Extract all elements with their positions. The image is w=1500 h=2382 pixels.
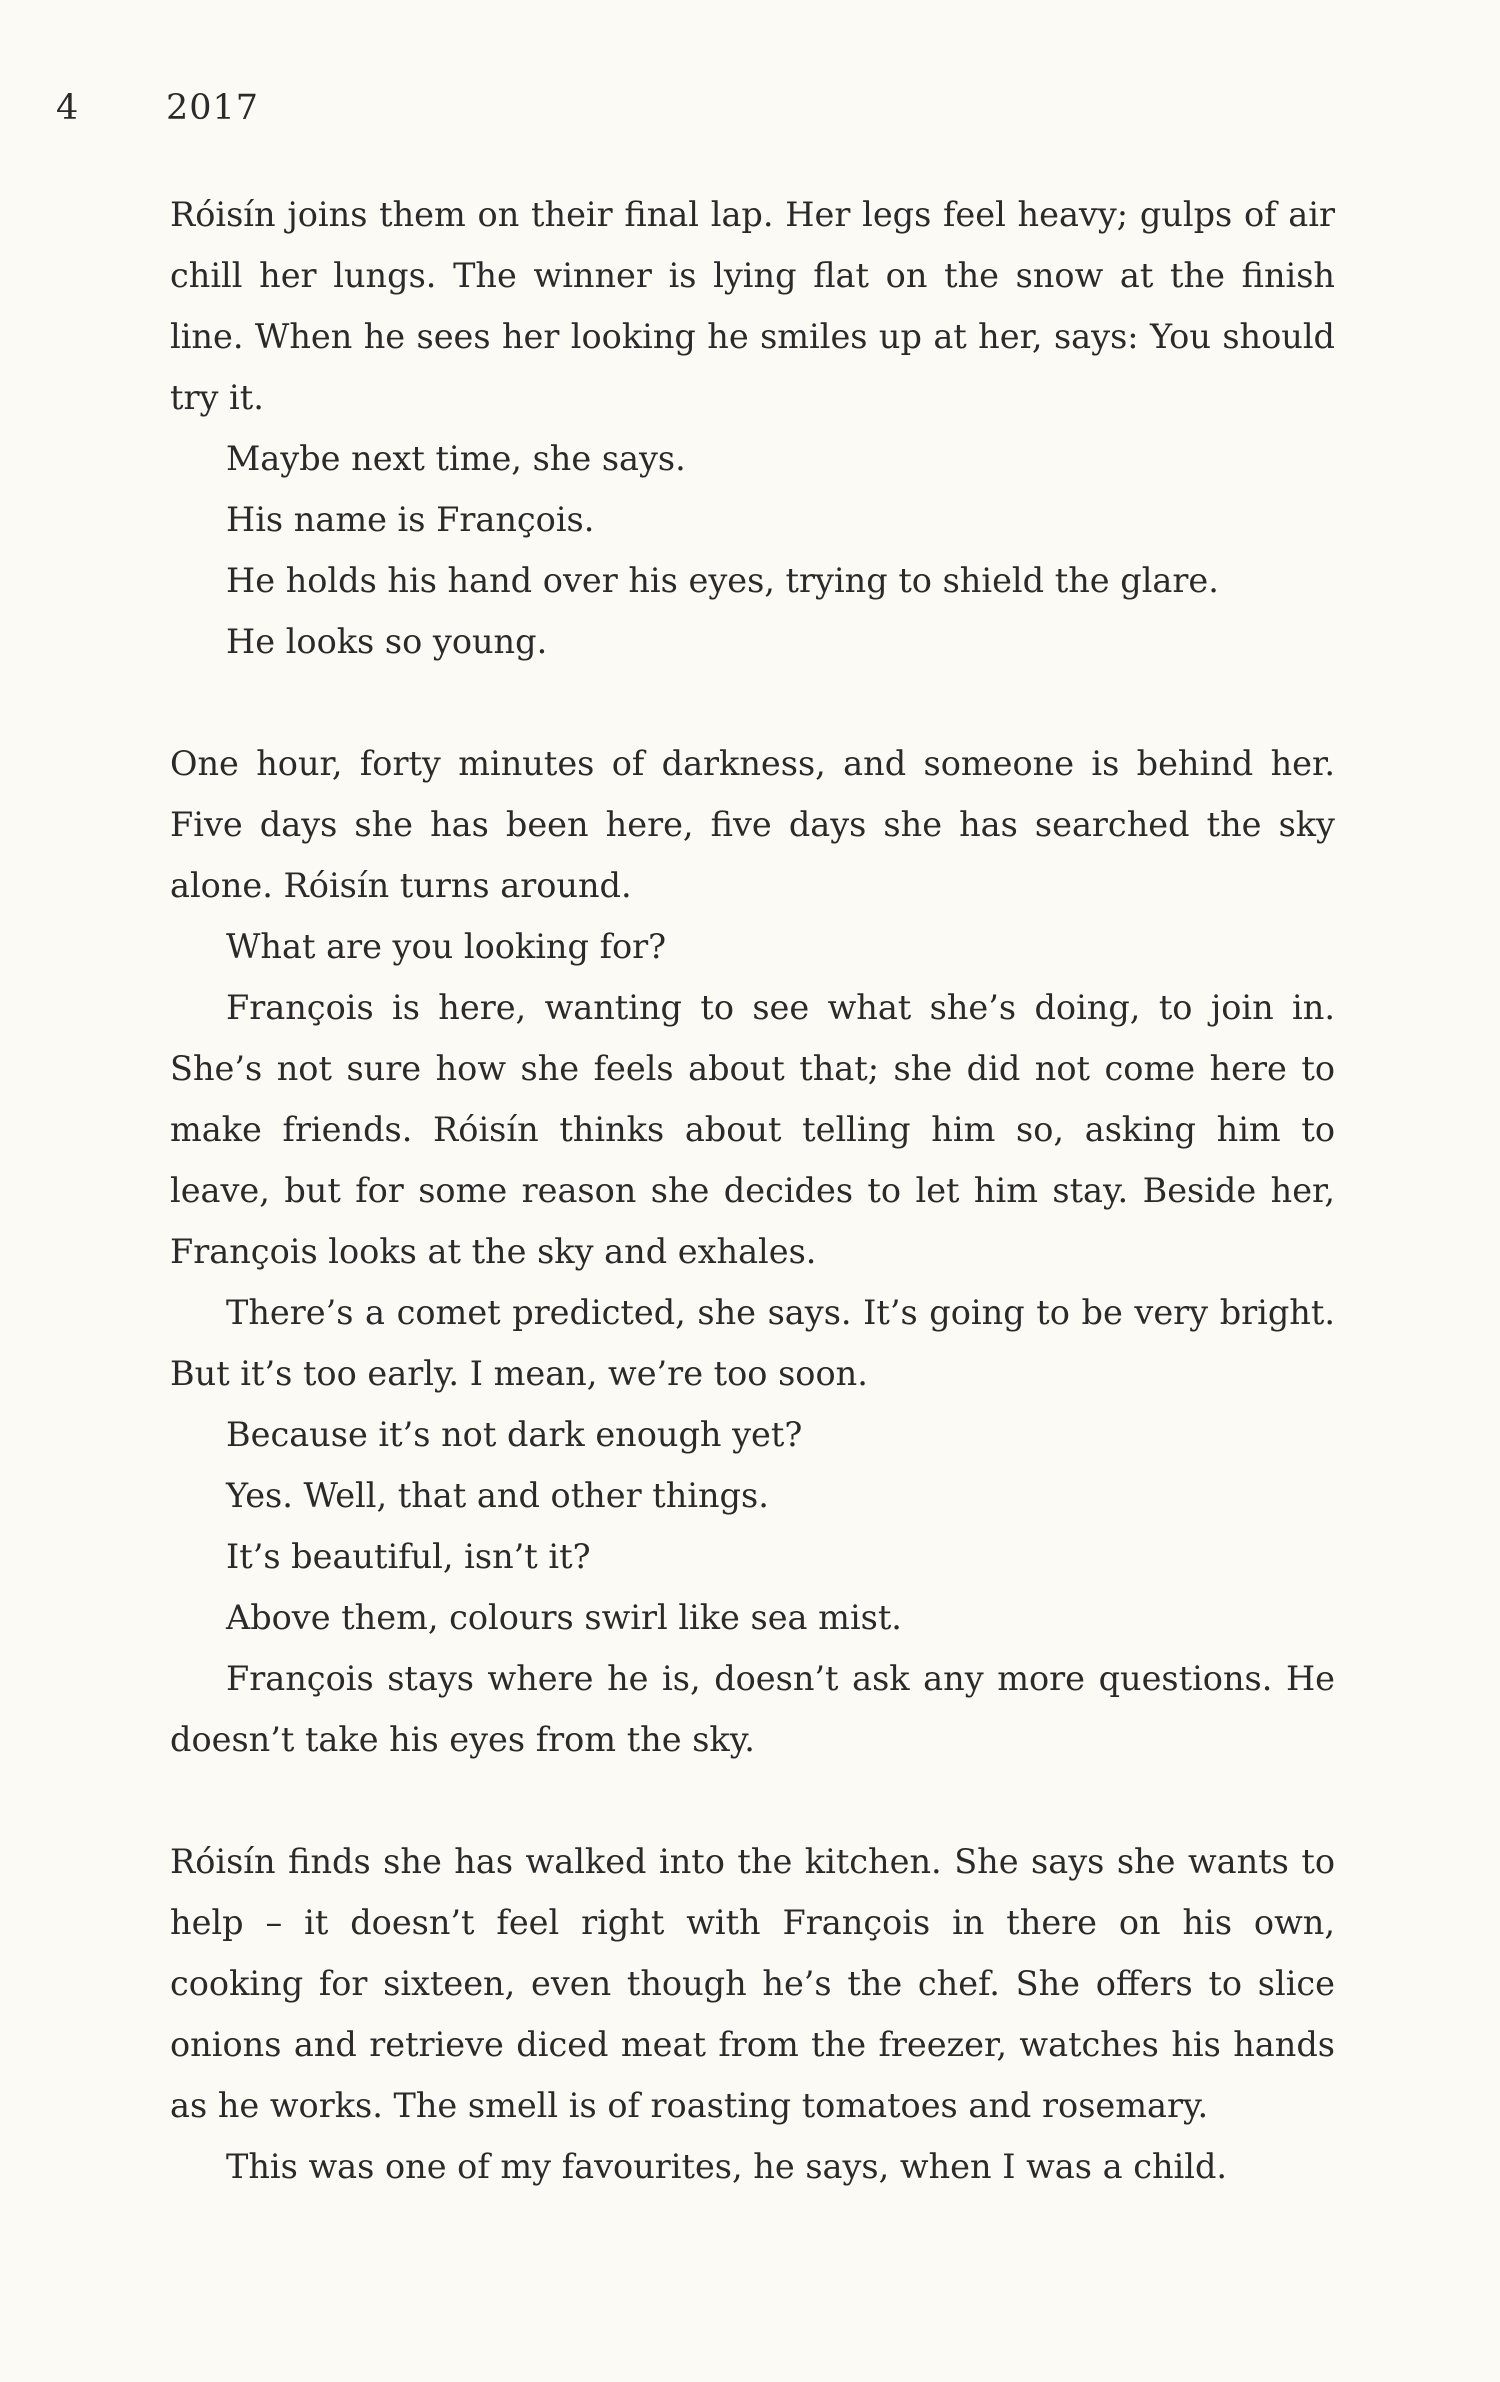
paragraph: One hour, forty minutes of darkness, and someone is behind her. Five days she has been here, five days she has searched the sky alone. Róisín turns around. (170, 744, 1335, 905)
paragraph: Because it’s not dark enough yet? (226, 1415, 803, 1454)
running-head (56, 88, 259, 128)
paragraph: Róisín finds she has walked into the kitchen. She says she wants to help – it doesn’t feel right with François in there on his own, cooking for sixteen, even though he’s the chef. She offers to slice onions and retrieve diced meat from the freezer, watches his hands as he works. The smell is of roasting tomatoes and rosemary. (170, 1842, 1335, 2125)
paragraph: He looks so young. (226, 622, 548, 661)
paragraph: Maybe next time, she says. (226, 439, 686, 478)
paragraph: Yes. Well, that and other things. (226, 1476, 769, 1515)
paragraph: François is here, wanting to see what she’s doing, to join in. She’s not sure how she feels about that; she did not come here to make friends. Róisín thinks about telling him so, asking him to leave, but for some reason she decides to let him stay. Beside her, François looks at the sky and exhales. (170, 988, 1335, 1271)
paragraph: His name is François. (226, 500, 595, 539)
paragraph: It’s beautiful, isn’t it? (226, 1537, 591, 1576)
paragraph: François stays where he is, doesn’t ask any more questions. He doesn’t take his eyes from the sky. (170, 1659, 1335, 1759)
page-number: 4 (56, 88, 80, 128)
paragraph: Above them, colours swirl like sea mist. (226, 1598, 902, 1637)
text-section (170, 184, 1335, 672)
text-section (170, 733, 1335, 1770)
paragraph: There’s a comet predicted, she says. It’s going to be very bright. But it’s too early. I mean, we’re too soon. (170, 1293, 1335, 1393)
text-section (170, 1831, 1335, 2197)
paragraph: Róisín joins them on their final lap. Her legs feel heavy; gulps of air chill her lungs. The winner is lying flat on the snow at the finish line. When he sees her looking he smiles up at her, says: You should try it. (170, 195, 1335, 417)
paragraph: This was one of my favourites, he says, when I was a child. (226, 2147, 1228, 2186)
paragraph: What are you looking for? (226, 927, 667, 966)
body-text (170, 184, 1335, 2197)
paragraph: He holds his hand over his eyes, trying to shield the glare. (226, 561, 1219, 600)
running-title: 2017 (166, 88, 260, 128)
